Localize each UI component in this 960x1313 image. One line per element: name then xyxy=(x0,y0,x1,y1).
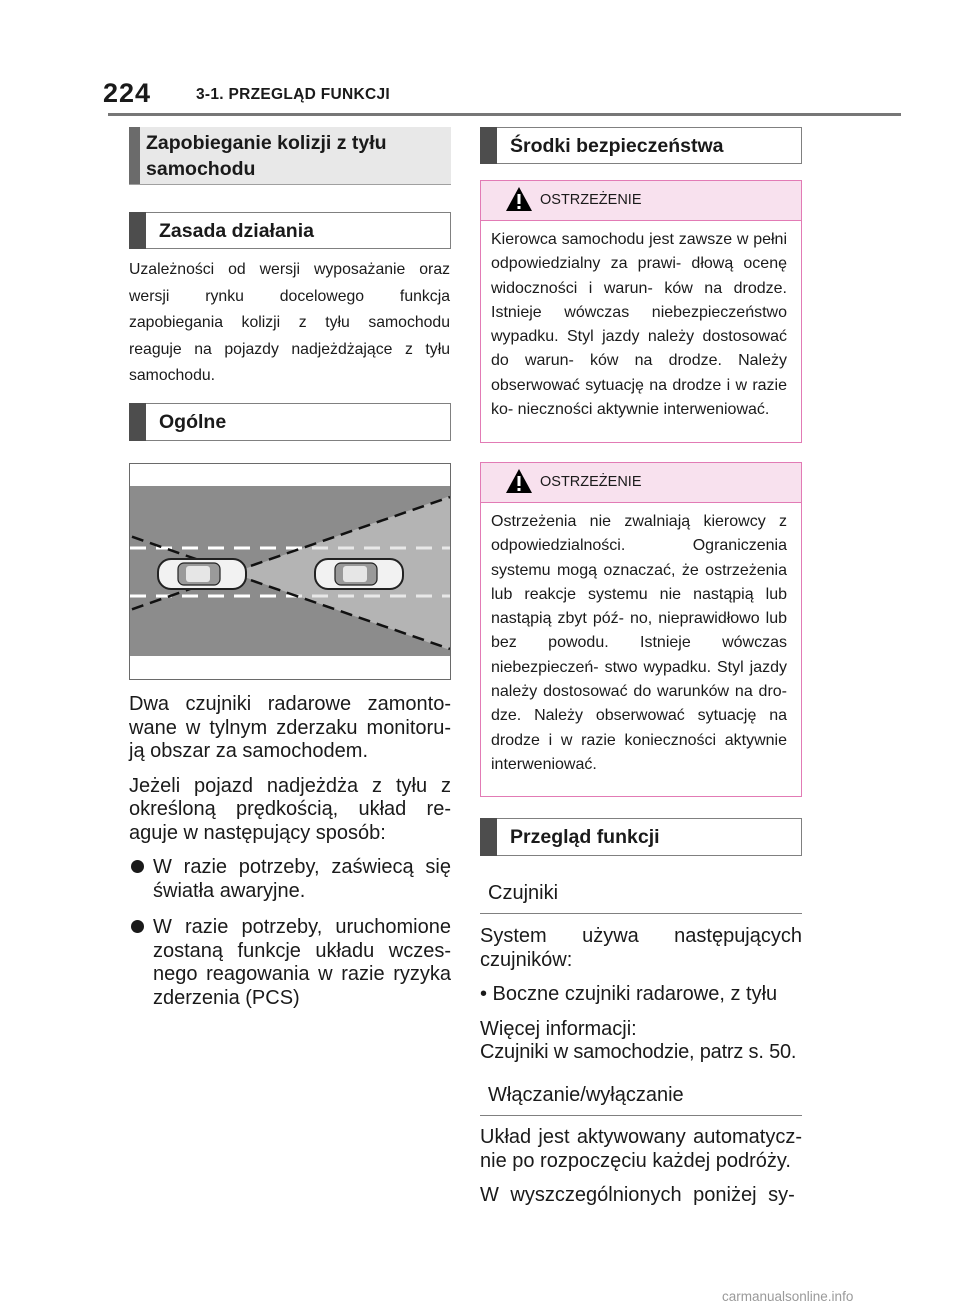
onoff-text xyxy=(480,1126,802,1208)
own-car-icon xyxy=(158,559,246,589)
sensors-intro: System używa następujących czujników: xyxy=(480,925,802,971)
paragraph-sensors: Dwa czujniki radarowe zamonto- wane w tylnym zderzaku monitoru- ją obszar za samochodem. xyxy=(129,693,451,762)
warning-box-2 xyxy=(480,462,802,797)
bullet-list xyxy=(129,856,451,1010)
header-rule xyxy=(108,113,901,116)
list-item xyxy=(129,916,451,1010)
subheading-onoff xyxy=(480,1074,802,1116)
principle-paragraph: Uzależności od wersji wyposażanie oraz wersji rynku docelowego funkcja zapobiegania kolizji z tyłu samochodu reaguje na pojazdy nadjeżdżające z tyłu samochodu. xyxy=(129,261,450,384)
bullet-icon xyxy=(131,920,144,933)
paragraph-reaction: Jeżeli pojazd nadjeżdża z tyłu z określoną prędkością, układ re- aguje w następujący sposób: xyxy=(129,774,451,844)
warning-triangle-icon xyxy=(505,468,533,494)
main-heading xyxy=(129,127,451,185)
more-info-reference: Czujniki w samochodzie, patrz s. 50. xyxy=(480,1041,797,1063)
left-body-text xyxy=(129,693,451,1010)
road-diagram xyxy=(130,464,450,679)
sensors-text xyxy=(480,925,802,1065)
radar-illustration xyxy=(129,463,451,680)
heading-safety-text: Środki bezpieczeństwa xyxy=(510,135,724,157)
onoff-paragraph: Układ jest aktywowany automatycz- nie po rozpoczęciu każdej podróży. xyxy=(480,1126,802,1172)
warning-header xyxy=(481,181,801,221)
list-item-text: W razie potrzeby, zaświecą się światła awaryjne. xyxy=(153,856,451,902)
approaching-car-icon xyxy=(315,559,403,589)
warning-box-1 xyxy=(480,180,802,443)
warning-title: OSTRZEŻENIE xyxy=(540,474,642,490)
subheading-onoff-text: Włączanie/wyłączanie xyxy=(488,1084,684,1106)
warning-text: Kierowca samochodu jest zawsze w pełni odpowiedzialny za prawi- dłową ocenę widoczności i warun- ków na drodze. Istnieje wówczas niebezpieczeństwo wypadku. Styl jazdy należy dostosować do warun- ków na drodze. Należy obserwować sytuację na drodze i w razie ko- nieczności aktywnie interweniować. xyxy=(491,231,787,419)
watermark: carmanualsonline.info xyxy=(722,1289,854,1304)
sensors-item: • Boczne czujniki radarowe, z tyłu xyxy=(480,983,778,1005)
warning-triangle-icon xyxy=(505,186,533,212)
page-number: 224 xyxy=(103,78,152,108)
warning-title: OSTRZEŻENIE xyxy=(540,192,642,208)
heading-principle xyxy=(129,212,451,249)
onoff-paragraph-2: W wyszczególnionych poniżej sy- xyxy=(480,1184,795,1206)
heading-overview-text: Przegląd funkcji xyxy=(510,826,660,848)
heading-overview xyxy=(480,818,802,856)
warning-text: Ostrzeżenia nie zwalniają kierowcy z odpowiedzialności. Ograniczenia systemu mogą oznaczać, że ostrzeżenia lub reakcje systemu nie nastąpią lub nastąpią zbyt póź- no, nieprawidłowo lub bez powodu. Istnieje wówczas niebezpieczeń- stwo wypadku. Styl jazdy należy dostosować do warunków na dro- dze. Należy obserwować sytuację na drodze i w razie konieczności aktywnie interweniować. xyxy=(491,513,787,773)
main-heading-text: Zapobieganie kolizji z tyłu samochodu xyxy=(146,132,387,180)
heading-principle-text: Zasada działania xyxy=(159,220,314,242)
bullet-icon xyxy=(131,860,144,873)
list-item xyxy=(129,856,451,903)
subheading-sensors-text: Czujniki xyxy=(488,882,559,904)
running-header: 3-1. PRZEGLĄD FUNKCJI xyxy=(196,86,391,103)
warning-header xyxy=(481,463,801,503)
heading-general xyxy=(129,403,451,441)
heading-bar xyxy=(129,212,146,249)
heading-bar xyxy=(129,127,140,184)
heading-bar xyxy=(480,818,497,856)
list-item-text: W razie potrzeby, uruchomione zostaną funkcje układu wczes- nego reagowania w razie ryzyka zderzenia (PCS) xyxy=(153,916,451,1009)
heading-general-text: Ogólne xyxy=(159,411,227,433)
heading-bar xyxy=(129,403,146,441)
subheading-sensors xyxy=(480,872,802,914)
more-info-label: Więcej informacji: xyxy=(480,1017,637,1040)
heading-bar xyxy=(480,127,497,164)
heading-safety xyxy=(480,127,802,164)
